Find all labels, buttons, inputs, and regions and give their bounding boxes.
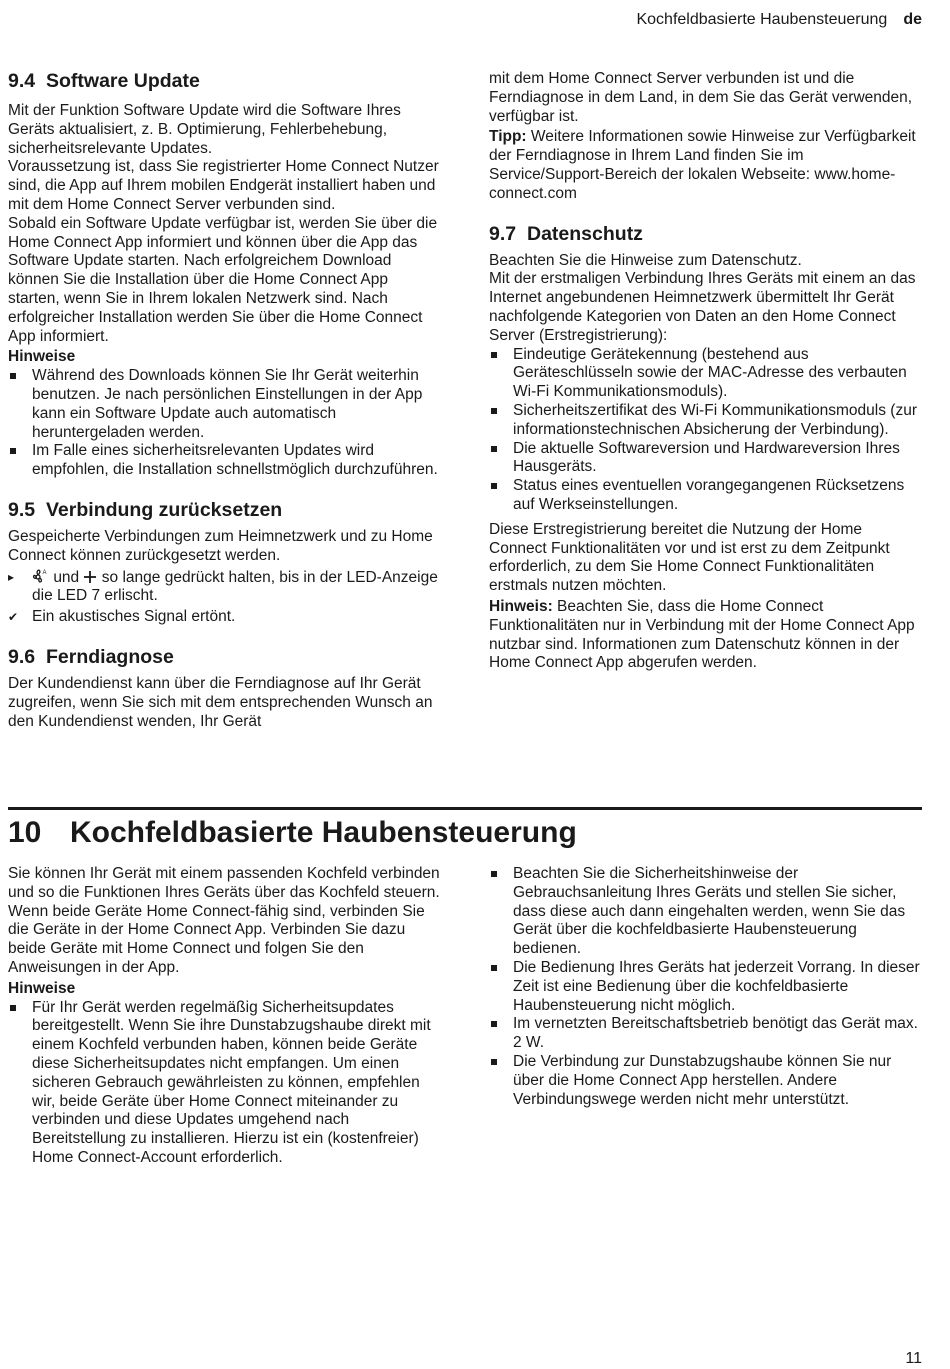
s96-paragraph-1a: Der Kundendienst kann über die Ferndiagnose auf Ihr Gerät zugreifen, wenn Sie sich mit dem entsprechenden Wunsch an den Kundendienst wenden, Ihr Gerät <box>8 674 433 730</box>
list-item: Im vernetzten Bereitschaftsbetrieb benötigt das Gerät max. 2 W. <box>489 1015 922 1053</box>
section-9-6-heading <box>8 645 440 669</box>
left-column-top <box>8 69 440 731</box>
list-item: Status eines eventuellen vorangegangenen Rücksetzens auf Werkseinstellungen. <box>489 477 922 515</box>
section-9-7-heading <box>489 222 922 246</box>
s95-paragraph-1: Gespeicherte Verbindungen zum Heimnetzwerk und zu Home Connect können zurückgesetzt werden. <box>8 527 433 564</box>
s97-paragraph-1: Beachten Sie die Hinweise zum Datenschutz. <box>489 251 802 269</box>
result-text: Ein akustisches Signal ertönt. <box>32 608 236 626</box>
s97-paragraph-2: Mit der erstmaligen Verbindung Ihres Geräts mit einem an das Internet angebundenen Heimnetzwerk übermittelt Ihr Gerät nachfolgende Kategorien von Daten an den Home Connect Server (Erstregistrierung): <box>489 270 916 344</box>
s94-paragraph-2: Voraussetzung ist, dass Sie registrierter Home Connect Nutzer sind, die App auf Ihrem mobilen Endgerät installiert haben und mit dem Home Connect Server verbunden sind. <box>8 158 439 213</box>
running-header <box>636 11 922 29</box>
section-9-4-heading <box>8 69 440 93</box>
plus-icon <box>83 570 97 584</box>
s96-tip <box>489 128 922 203</box>
svg-text:A: A <box>42 569 47 576</box>
s96-paragraph-1b: mit dem Home Connect Server verbunden ist und die Ferndiagnose in dem Land, in dem Sie das Gerät verwenden, verfügbar ist. <box>489 70 913 125</box>
list-item: Die Verbindung zur Dunstabzugshaube können Sie nur über die Home Connect App herstellen. Andere Verbindungswege werden nicht mehr unterstützt. <box>489 1053 922 1109</box>
step-text-mid: und <box>53 568 84 586</box>
list-item: Beachten Sie die Sicherheitshinweise der Gebrauchsanleitung Ihres Geräts und stellen Sie sicher, dass diese auch dann eingehalten werden, wenn Sie das Gerät über die kochfeldbasierte Haubensteuerung bedienen. <box>489 865 922 959</box>
section-number: 9.4 <box>8 70 36 92</box>
list-item: Im Falle eines sicherheitsrelevanten Updates wird empfohlen, die Installation schnellstmöglich durchzuführen. <box>8 442 440 480</box>
chapter-10-left-column <box>8 865 440 1168</box>
checkmark-icon: ✔ <box>8 610 19 625</box>
list-item: Die Bedienung Ihres Geräts hat jederzeit Vorrang. In dieser Zeit ist eine Bedienung über die kochfeldbasierte Haubensteuerung nicht möglich. <box>489 959 922 1015</box>
page-number: 11 <box>905 1350 922 1367</box>
s94-notes-title: Hinweise <box>8 348 76 366</box>
list-item: Während des Downloads können Sie Ihr Gerät weiterhin benutzen. Je nach persönlichen Einstellungen in der App kann ein Software Update auch automatisch heruntergeladen werden. <box>8 367 440 442</box>
chapter-10-right-column <box>489 865 922 1109</box>
list-item: Für Ihr Gerät werden regelmäßig Sicherheitsupdates bereitgestellt. Wenn Sie ihre Dunstabzugshaube direkt mit einem Kochfeld verbunden haben, können beide Geräte diese Sicherheitsupdates nicht empfangen. Um einen sicheren Gebrauch gewährleisten zu können, empfehlen wir, beide Geräte über Home Connect miteinander zu verbinden und diese Updates umgehend nach Bereitstellung zu installieren. Hierzu ist ein (kostenfreier) Home Connect-Account erforderlich. <box>8 999 440 1168</box>
s10-notes-list-left <box>8 999 440 1168</box>
section-title: Verbindung zurücksetzen <box>46 498 283 521</box>
section-number: 9.5 <box>8 498 36 521</box>
hint-text: Beachten Sie, dass die Home Connect Funktionalitäten nur in Verbindung mit der Home Connect App nutzbar sind. Informationen zum Datenschutz können in der Home Connect App abgerufen werden. <box>489 597 915 672</box>
header-language: de <box>903 11 922 28</box>
s94-paragraph-1: Mit der Funktion Software Update wird die Software Ihres Geräts aktualisiert, z. B. Optimierung, Fehlerbehebung, sicherheitsrelevante Updates. <box>8 102 401 157</box>
step-text-end: so lange gedrückt halten, bis in der LED-Anzeige die LED 7 erlischt. <box>32 568 438 605</box>
section-9-5-heading <box>8 498 440 522</box>
arrow-right-icon: ▸ <box>8 569 15 584</box>
header-title: Kochfeldbasierte Haubensteuerung <box>636 11 888 28</box>
list-item: Eindeutige Gerätekennung (bestehend aus Geräteschlüsseln sowie der MAC-Adresse des verbauten Wi-Fi Kommunikationsmoduls). <box>489 346 922 402</box>
chapter-title: Kochfeldbasierte Haubensteuerung <box>70 816 577 849</box>
section-number: 9.7 <box>489 222 517 245</box>
section-number: 9.6 <box>8 645 36 668</box>
section-title: Ferndiagnose <box>46 645 174 668</box>
s10-notes-list-right <box>489 865 922 1109</box>
right-column-top <box>489 70 922 673</box>
s95-result <box>8 608 440 627</box>
tip-text: Weitere Informationen sowie Hinweise zur Verfügbarkeit der Ferndiagnose in Ihrem Land finden Sie im Service/Support-Bereich der lokalen Webseite: www.home-connect.com <box>489 128 916 202</box>
section-title: Datenschutz <box>527 222 643 245</box>
s94-notes-list <box>8 367 440 480</box>
list-item: Sicherheitszertifikat des Wi-Fi Kommunikationsmoduls (zur informationstechnischen Absicherung der Verbindung). <box>489 402 922 440</box>
s10-paragraph-1: Sie können Ihr Gerät mit einem passenden Kochfeld verbinden und so die Funktionen Ihres Geräts über das Kochfeld steuern. <box>8 865 440 901</box>
tip-label: Tipp: <box>489 128 527 146</box>
section-title: Software Update <box>46 70 200 92</box>
chapter-number: 10 <box>8 816 42 849</box>
chapter-10-heading <box>8 814 577 852</box>
s10-notes-title: Hinweise <box>8 979 76 997</box>
list-item: Die aktuelle Softwareversion und Hardwareversion Ihres Hausgeräts. <box>489 440 922 478</box>
s95-instruction-step <box>8 568 440 607</box>
fan-icon <box>32 568 49 584</box>
s10-paragraph-2: Wenn beide Geräte Home Connect-fähig sind, verbinden Sie die Geräte in der Home Connect App. Verbinden Sie dazu beide Geräte mit Home Connect und folgen Sie den Anweisungen in der App. <box>8 902 425 976</box>
s97-data-categories-list <box>489 346 922 515</box>
s97-paragraph-3: Diese Erstregistrierung bereitet die Nutzung der Home Connect Funktionalitäten vor und ist erst zu dem Zeitpunkt erforderlich, zu dem Sie Home Connect Funktionalitäten erstmals nutzen möchten. <box>489 520 890 595</box>
hint-label: Hinweis: <box>489 597 553 615</box>
s94-paragraph-3: Sobald ein Software Update verfügbar ist, werden Sie über die Home Connect App informiert und können über die App das Software Update starten. Nach erfolgreichem Download können Sie die Installation über die Home Connect App starten, wenn Sie in Ihrem lokalen Netzwerk sind. Nach erfolgreicher Installation werden Sie über die Home Connect App informiert. <box>8 214 438 345</box>
chapter-divider <box>8 807 922 810</box>
s97-hint <box>489 598 922 673</box>
